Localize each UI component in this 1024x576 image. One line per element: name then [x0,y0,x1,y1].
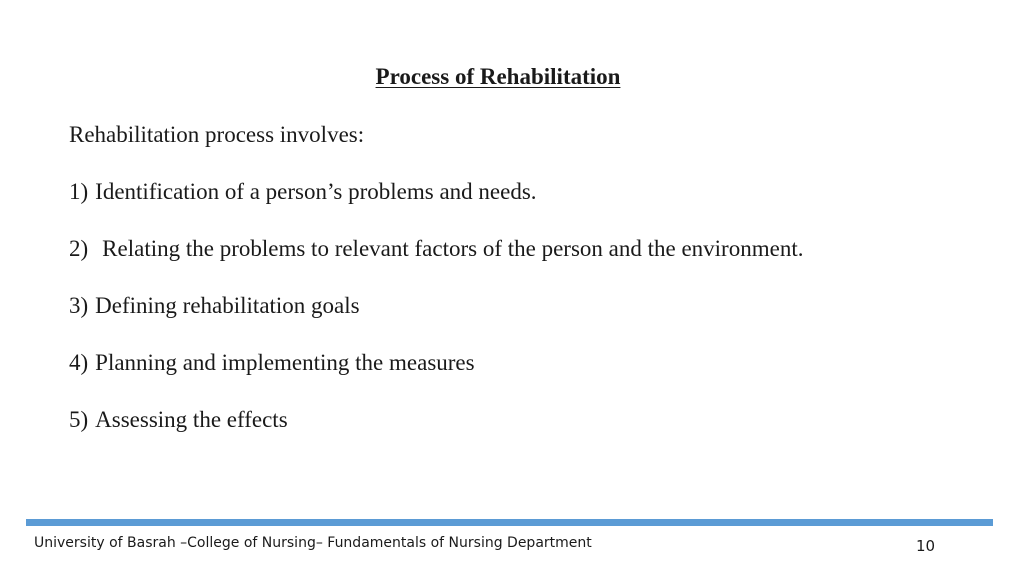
slide-title: Process of Rehabilitation [375,64,621,89]
step-item-3 [69,292,969,320]
step-number: 2) [69,236,89,261]
footer-text: University of Basrah –College of Nursing– Fundamentals of Nursing Department [34,535,592,551]
slide-body [69,121,969,463]
footer-divider-bar [26,519,993,526]
page-number: 10 [916,537,936,555]
step-text: Assessing the effects [95,407,288,432]
step-number: 3) [69,293,89,318]
step-item-5 [69,406,969,434]
step-text: Defining rehabilitation goals [95,293,360,318]
step-item-2 [69,235,969,263]
intro-text: Rehabilitation process involves: [69,122,365,147]
step-number: 5) [69,407,89,432]
step-text: Planning and implementing the measures [95,350,475,375]
step-item-1 [69,178,969,206]
step-item-4 [69,349,969,377]
step-number: 1) [69,179,89,204]
step-text: Relating the problems to relevant factors of the person and the environment. [102,236,804,261]
step-text: Identification of a person’s problems and needs. [95,179,537,204]
step-number: 4) [69,350,89,375]
